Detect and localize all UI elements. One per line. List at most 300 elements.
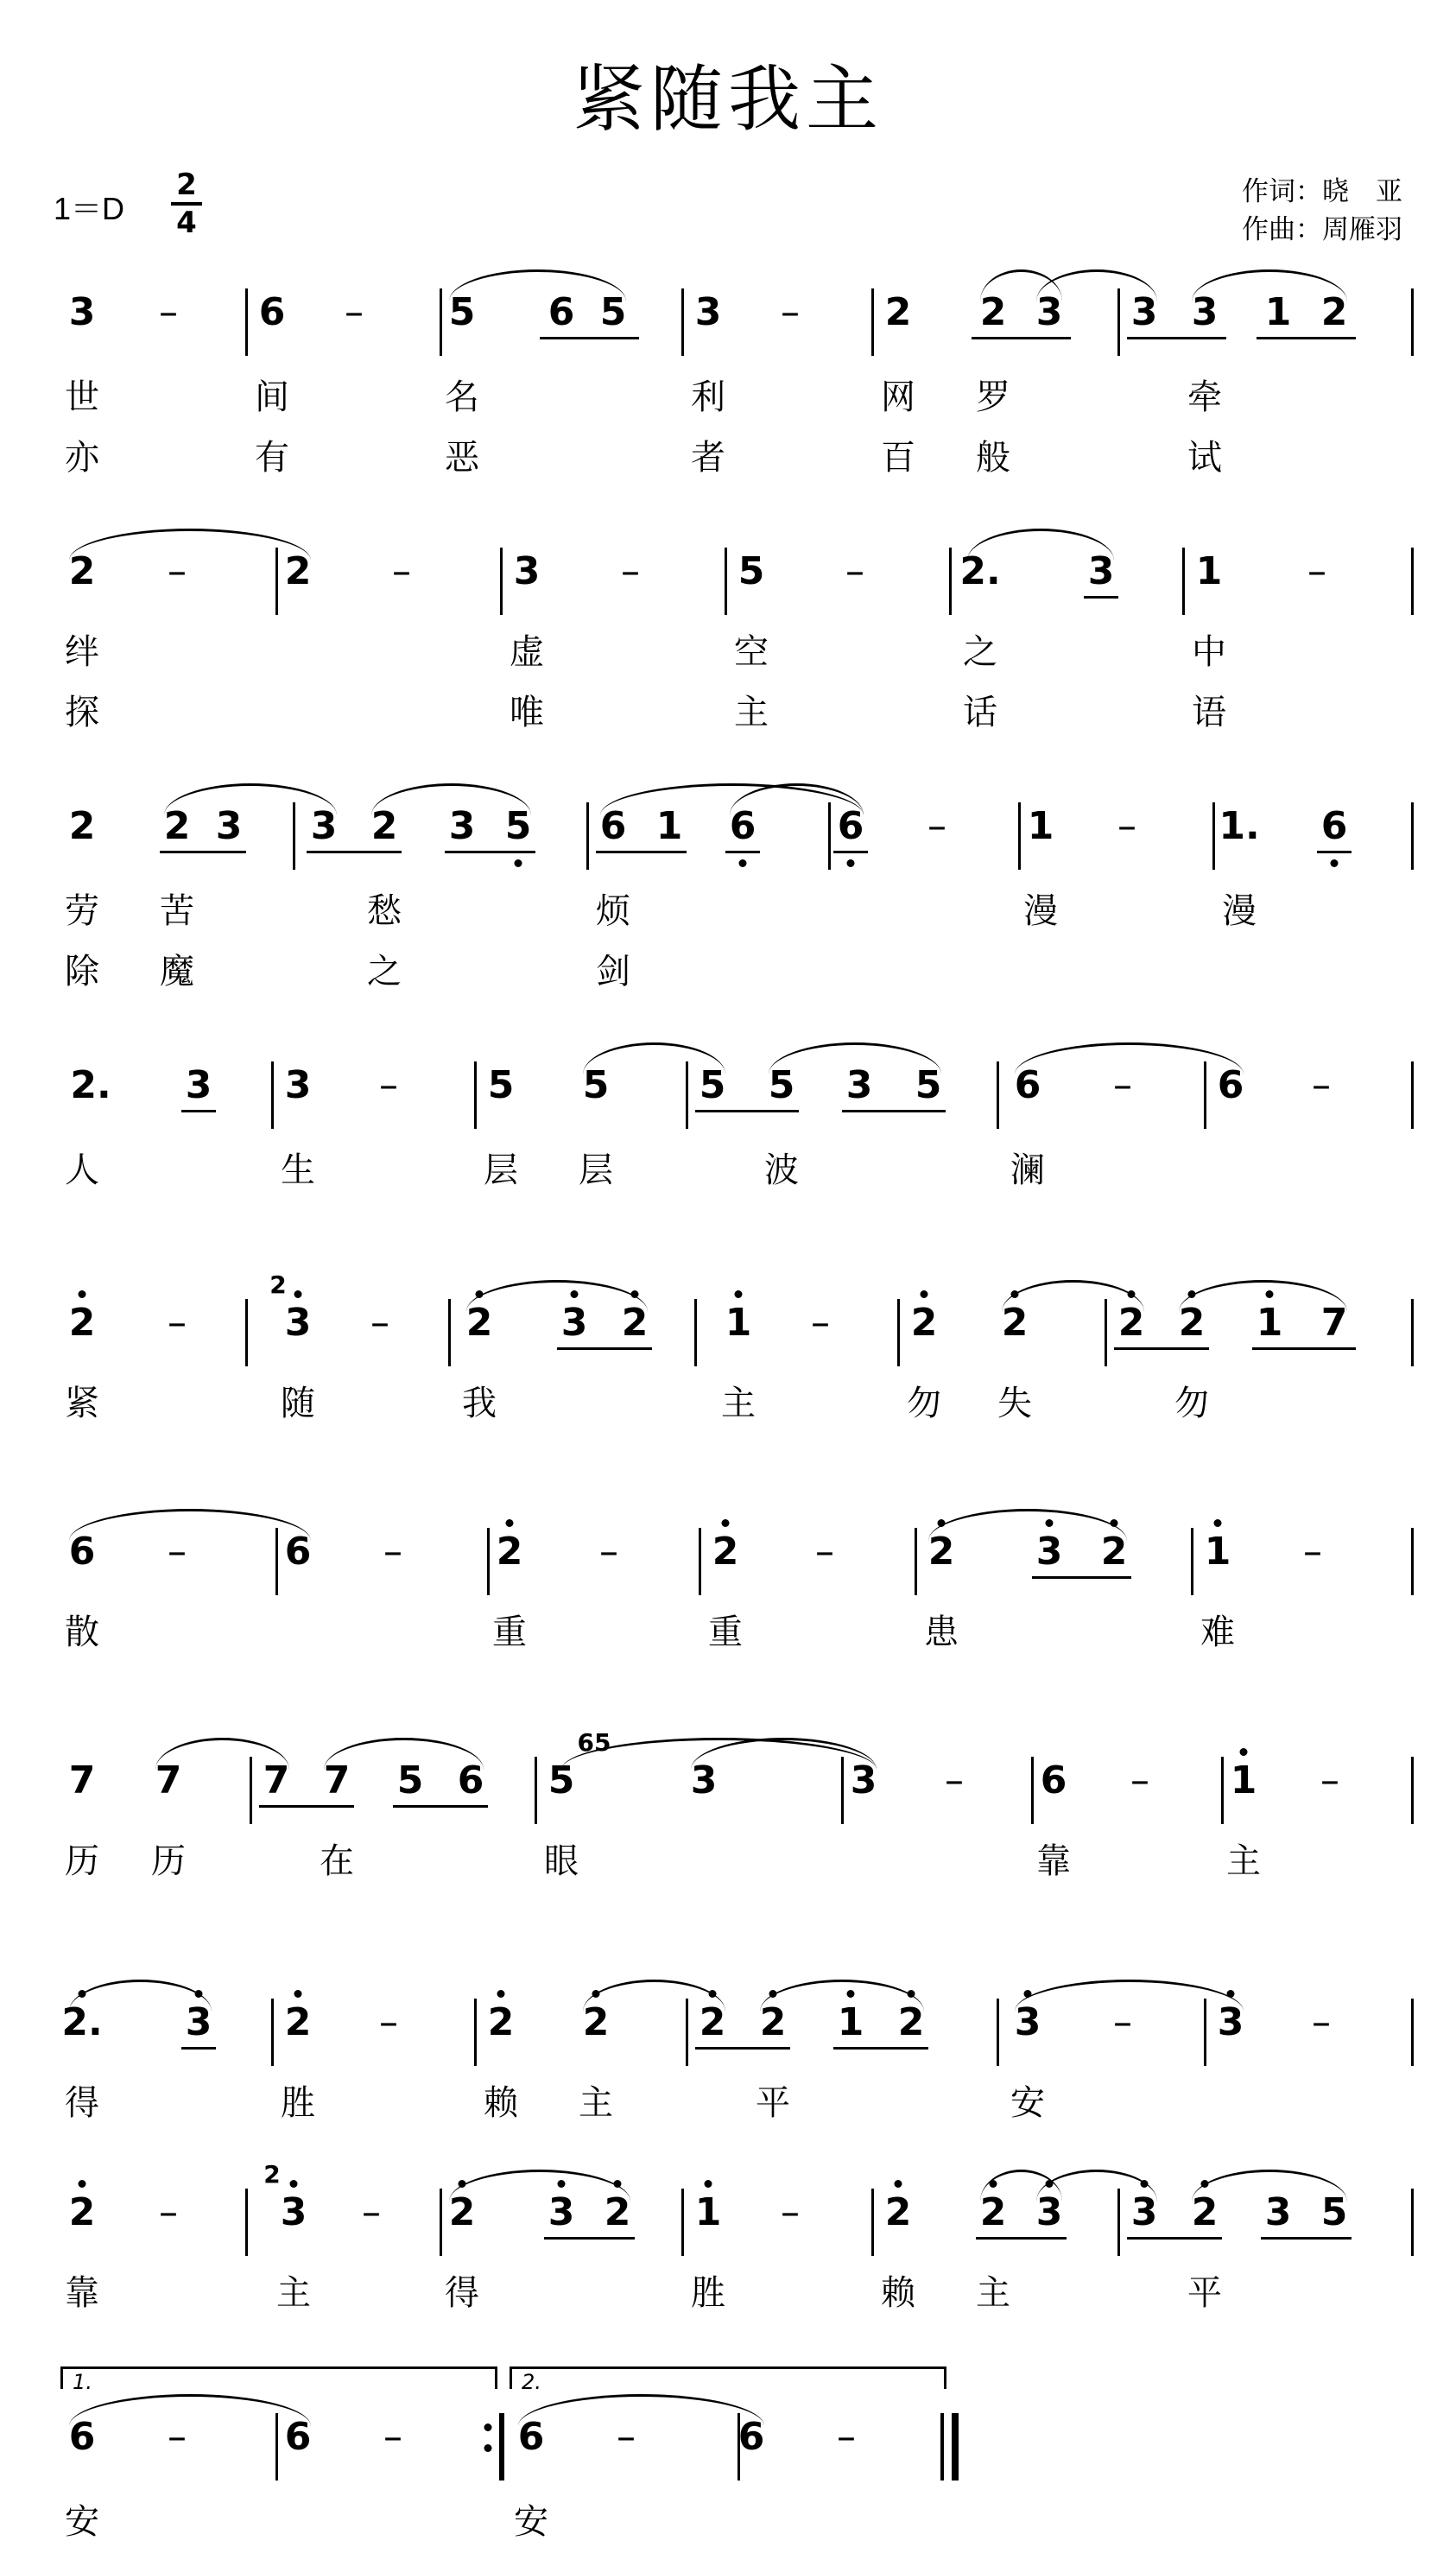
barline <box>915 1528 917 1595</box>
note: 6 <box>1014 1063 1041 1107</box>
upper-dot <box>1201 2180 1209 2188</box>
upper-dot <box>1024 1990 1032 1998</box>
upper-dot <box>1240 1748 1248 1756</box>
note: 3 <box>1191 290 1219 334</box>
slur <box>583 1042 725 1074</box>
lyric-char: 苦 <box>160 891 194 931</box>
meter-denominator: 4 <box>176 206 197 240</box>
lyric-char: 虚 <box>510 632 544 672</box>
note: 5 <box>548 1758 575 1803</box>
upper-dot <box>1214 1519 1222 1527</box>
note: 3 <box>185 2000 212 2044</box>
lyric-char: 平 <box>756 2083 790 2123</box>
note-underline <box>393 1805 488 1808</box>
lyric-char: 历 <box>151 1841 186 1881</box>
note: 6 <box>457 1758 484 1803</box>
note: 2 <box>465 1301 493 1345</box>
lyric-char: 历 <box>65 1841 99 1881</box>
dash-note: – <box>1113 2000 1132 2044</box>
barline <box>1411 288 1414 356</box>
note: 2 <box>979 2190 1007 2234</box>
lyric-char: 紧 <box>65 1384 99 1423</box>
note-underline <box>307 851 402 853</box>
note: 7 <box>263 1758 290 1803</box>
lyric-char: 得 <box>65 2083 99 2123</box>
lyric-char: 除 <box>65 952 99 992</box>
note: 2 <box>487 2000 515 2044</box>
lyric-char: 在 <box>320 1841 354 1881</box>
note: 2. <box>70 1063 111 1107</box>
lyric-char: 靠 <box>65 2273 99 2313</box>
final-bar-thick <box>952 2413 959 2480</box>
upper-dot <box>294 1990 302 1998</box>
note: 2 <box>370 804 398 848</box>
note-underline <box>259 1805 354 1808</box>
dash-note: – <box>1130 1758 1149 1803</box>
volta-number-2: 2. <box>522 2370 541 2394</box>
composer-credit: 作曲：周雁羽 <box>1242 214 1402 245</box>
upper-dot <box>290 2180 298 2188</box>
note: 2 <box>699 2000 726 2044</box>
lyric-char: 靠 <box>1036 1841 1071 1881</box>
slur <box>1036 2170 1157 2202</box>
note: 3 <box>850 1758 877 1803</box>
dash-note: – <box>927 804 946 848</box>
lower-dot <box>515 859 522 867</box>
note: 3 <box>448 804 476 848</box>
note: 2 <box>979 290 1007 334</box>
slur <box>164 783 337 815</box>
upper-dot <box>79 1990 86 1998</box>
barline <box>448 1299 451 1366</box>
note: 3 <box>845 1063 873 1107</box>
upper-dot <box>709 1990 717 1998</box>
note: 3 <box>1035 2190 1063 2234</box>
upper-dot <box>705 2180 712 2188</box>
note-underline <box>1127 2237 1222 2240</box>
note: 3 <box>284 1063 312 1107</box>
volta-bracket-1-right <box>495 2366 497 2389</box>
note: 6 <box>284 2415 312 2459</box>
lyric-char: 世 <box>65 377 99 417</box>
dash-note: – <box>159 290 178 334</box>
note: 1 <box>694 2190 722 2234</box>
note: 5 <box>1320 2190 1348 2234</box>
lyric-char: 层 <box>579 1150 613 1190</box>
lyric-char: 唯 <box>510 693 544 732</box>
lyric-char: 试 <box>1187 438 1222 478</box>
slur <box>155 1738 289 1770</box>
note: 3 <box>694 290 722 334</box>
note: 7 <box>68 1758 96 1803</box>
barline <box>997 1999 999 2066</box>
barline <box>271 1061 274 1129</box>
upper-dot <box>1011 1290 1019 1298</box>
barline <box>1018 802 1021 870</box>
note: 5 <box>737 549 765 593</box>
note-underline <box>596 851 687 853</box>
dash-note: – <box>168 1530 187 1574</box>
note: 2 <box>68 1301 96 1345</box>
dash-note: – <box>345 290 364 334</box>
barline <box>245 1299 248 1366</box>
dash-note: – <box>1320 1758 1339 1803</box>
barline <box>245 288 248 356</box>
barline <box>1182 548 1185 615</box>
slur <box>1015 1042 1244 1074</box>
note: 2 <box>284 2000 312 2044</box>
note: 2 <box>884 2190 912 2234</box>
note: 2 <box>68 549 96 593</box>
lyric-char: 网 <box>881 377 915 417</box>
lyric-char: 眼 <box>544 1841 579 1881</box>
note: 3 <box>215 804 243 848</box>
barline <box>725 548 727 615</box>
note: 2 <box>68 2190 96 2234</box>
note-underline <box>1257 337 1356 339</box>
upper-dot <box>1188 1290 1196 1298</box>
barline <box>440 2189 442 2256</box>
note: 1 <box>1256 1301 1283 1345</box>
dash-note: – <box>845 549 864 593</box>
upper-dot <box>497 1990 505 1998</box>
note: 2 <box>1320 290 1348 334</box>
note: 3 <box>1035 1530 1063 1574</box>
note-underline <box>1114 1347 1209 1350</box>
lyric-char: 澜 <box>1010 1150 1045 1190</box>
barline <box>1031 1757 1034 1824</box>
barline <box>535 1757 537 1824</box>
slur <box>69 1509 311 1541</box>
note-underline <box>1084 596 1118 599</box>
upper-dot <box>908 1990 915 1998</box>
dash-note: – <box>621 549 640 593</box>
volta-bracket-2 <box>510 2366 946 2369</box>
grace-note: 65 <box>577 1728 611 1757</box>
note: 6 <box>517 2415 545 2459</box>
lyric-char: 之 <box>963 632 997 672</box>
note: 7 <box>155 1758 182 1803</box>
note-underline <box>695 1110 799 1112</box>
lyric-char: 绊 <box>65 632 99 672</box>
note-underline <box>181 1110 216 1112</box>
lyric-char: 得 <box>445 2273 479 2313</box>
lyric-char: 魔 <box>160 952 194 992</box>
lyric-char: 勿 <box>1174 1384 1209 1423</box>
note: 2 <box>884 290 912 334</box>
lyric-char: 劳 <box>65 891 99 931</box>
volta-bracket-1-left <box>60 2366 63 2389</box>
lower-dot <box>1331 859 1339 867</box>
dash-note: – <box>599 1530 618 1574</box>
note: 6 <box>258 290 286 334</box>
barline <box>1221 1757 1224 1824</box>
lyric-char: 语 <box>1192 693 1226 732</box>
note: 2 <box>927 1530 955 1574</box>
grace-note: 2 <box>269 1270 287 1299</box>
dash-note: – <box>168 549 187 593</box>
note: 3 <box>560 1301 588 1345</box>
upper-dot <box>506 1519 514 1527</box>
barline <box>997 1061 999 1129</box>
upper-dot <box>558 2180 566 2188</box>
note: 6 <box>548 290 575 334</box>
barline <box>694 1299 697 1366</box>
upper-dot <box>459 2180 466 2188</box>
note: 2 <box>582 2000 610 2044</box>
note: 6 <box>68 2415 96 2459</box>
repeat-dot <box>484 2444 492 2452</box>
upper-dot <box>769 1990 777 1998</box>
slur <box>1192 2170 1347 2202</box>
barline <box>1411 1528 1414 1595</box>
dash-note: – <box>811 1301 830 1345</box>
lyric-char: 主 <box>721 1384 756 1423</box>
final-bar-thin <box>941 2413 944 2480</box>
lower-dot <box>847 859 855 867</box>
slur <box>69 1980 212 2012</box>
dash-note: – <box>837 2415 856 2459</box>
dash-note: – <box>383 2415 402 2459</box>
lyric-char: 勿 <box>907 1384 941 1423</box>
note: 3 <box>310 804 338 848</box>
slur <box>466 1280 648 1312</box>
note-underline <box>842 1110 946 1112</box>
note: 2 <box>68 804 96 848</box>
note: 2 <box>1100 1530 1128 1574</box>
note: 1 <box>1230 1758 1257 1803</box>
lyric-char: 生 <box>281 1150 315 1190</box>
note: 1. <box>1219 804 1260 848</box>
dash-note: – <box>1117 804 1136 848</box>
slur <box>449 2170 630 2202</box>
barline <box>897 1299 900 1366</box>
note: 2. <box>959 549 1001 593</box>
slur <box>1002 1280 1144 1312</box>
note: 2 <box>910 1301 938 1345</box>
dash-note: – <box>362 2190 381 2234</box>
slur <box>324 1738 484 1770</box>
barline <box>949 548 952 615</box>
barline <box>586 802 589 870</box>
slur <box>928 1509 1127 1541</box>
note: 5 <box>915 1063 942 1107</box>
volta-number-1: 1. <box>73 2370 92 2394</box>
note-underline <box>544 2237 635 2240</box>
lyric-char: 百 <box>881 438 915 478</box>
lyric-char: 名 <box>445 377 479 417</box>
barline <box>681 2189 684 2256</box>
note-underline <box>972 337 1071 339</box>
upper-dot <box>921 1290 928 1298</box>
note-underline <box>1261 2237 1352 2240</box>
lyric-char: 难 <box>1200 1612 1235 1652</box>
note: 5 <box>487 1063 515 1107</box>
meter-numerator: 2 <box>176 168 197 202</box>
barline <box>1411 548 1414 615</box>
volta-bracket-2-right <box>944 2366 946 2389</box>
note: 3 <box>513 549 541 593</box>
upper-dot <box>938 1519 946 1527</box>
note: 5 <box>699 1063 726 1107</box>
barline <box>1411 1061 1414 1129</box>
barline <box>1411 802 1414 870</box>
repeat-bar <box>499 2413 504 2480</box>
barline <box>871 288 874 356</box>
lyric-char: 亦 <box>65 438 99 478</box>
barline <box>474 1061 477 1129</box>
note-underline <box>1032 1576 1131 1579</box>
barline <box>245 2189 248 2256</box>
dash-note: – <box>370 1301 389 1345</box>
barline <box>1411 1757 1414 1824</box>
slur <box>1036 269 1157 301</box>
dash-note: – <box>945 1758 964 1803</box>
dash-note: – <box>1312 2000 1331 2044</box>
upper-dot <box>722 1519 730 1527</box>
barline <box>699 1528 701 1595</box>
lyric-char: 般 <box>976 438 1010 478</box>
lyric-char: 失 <box>997 1384 1032 1423</box>
note: 2. <box>61 2000 103 2044</box>
note: 2 <box>1001 1301 1029 1345</box>
lyric-char: 中 <box>1192 632 1226 672</box>
dash-note: – <box>617 2415 636 2459</box>
barline <box>1411 2189 1414 2256</box>
lyric-char: 胜 <box>281 2083 315 2123</box>
lyric-char: 散 <box>65 1612 99 1652</box>
dash-note: – <box>168 1301 187 1345</box>
note: 3 <box>690 1758 718 1803</box>
note-underline <box>833 2047 928 2050</box>
lyric-char: 赖 <box>484 2083 518 2123</box>
lyric-char: 漫 <box>1222 891 1257 931</box>
note: 5 <box>448 290 476 334</box>
barline <box>500 548 503 615</box>
slur <box>583 1980 725 2012</box>
note: 3 <box>68 290 96 334</box>
dash-note: – <box>1312 1063 1331 1107</box>
dash-note: – <box>379 1063 398 1107</box>
slur <box>1015 1980 1244 2012</box>
upper-dot <box>1046 2180 1054 2188</box>
upper-dot <box>990 2180 997 2188</box>
lower-dot <box>739 859 747 867</box>
dash-note: – <box>379 2000 398 2044</box>
note-underline <box>695 2047 790 2050</box>
note: 2 <box>712 1530 739 1574</box>
lyric-char: 间 <box>255 377 289 417</box>
note-underline <box>160 851 246 853</box>
note-underline <box>1252 1347 1356 1350</box>
lyric-char: 安 <box>514 2502 548 2542</box>
barline <box>474 1999 477 2066</box>
dash-note: – <box>781 2190 800 2234</box>
note: 6 <box>599 804 627 848</box>
lyric-char: 话 <box>963 693 997 732</box>
note: 2 <box>496 1530 523 1574</box>
barline <box>681 288 684 356</box>
note: 3 <box>1087 549 1115 593</box>
note: 5 <box>396 1758 424 1803</box>
upper-dot <box>571 1290 579 1298</box>
note: 6 <box>837 804 864 848</box>
lyric-char: 愁 <box>367 891 402 931</box>
upper-dot <box>895 2180 902 2188</box>
upper-dot <box>1266 1290 1274 1298</box>
slur <box>760 1980 924 2012</box>
note: 2 <box>448 2190 476 2234</box>
page-title: 紧随我主 <box>572 57 883 142</box>
upper-dot <box>847 1990 855 1998</box>
upper-dot <box>1046 1519 1054 1527</box>
note: 3 <box>1014 2000 1041 2044</box>
barline <box>1411 1999 1414 2066</box>
upper-dot <box>294 1290 302 1298</box>
note: 5 <box>768 1063 795 1107</box>
upper-dot <box>79 2180 86 2188</box>
lyric-char: 漫 <box>1023 891 1058 931</box>
note-underline <box>833 851 868 853</box>
lyric-char: 牵 <box>1187 377 1222 417</box>
lyric-char: 重 <box>708 1612 743 1652</box>
lyric-char: 我 <box>462 1384 497 1423</box>
note: 2 <box>897 2000 925 2044</box>
note-underline <box>557 1347 652 1350</box>
dash-note: – <box>159 2190 178 2234</box>
barline <box>440 288 442 356</box>
note: 3 <box>185 1063 212 1107</box>
slur <box>1192 269 1347 301</box>
lyric-char: 人 <box>65 1150 99 1190</box>
note: 3 <box>1217 2000 1244 2044</box>
barline <box>271 1999 274 2066</box>
lyric-char: 波 <box>764 1150 799 1190</box>
lyric-char: 安 <box>1010 2083 1045 2123</box>
lyric-char: 之 <box>367 952 402 992</box>
lyric-char: 胜 <box>691 2273 725 2313</box>
note: 1 <box>1195 549 1223 593</box>
lyric-char: 主 <box>1226 1841 1261 1881</box>
barline <box>1411 1299 1414 1366</box>
slur <box>69 2394 311 2426</box>
note-underline <box>976 2237 1067 2240</box>
upper-dot <box>1141 2180 1149 2188</box>
note: 3 <box>548 2190 575 2234</box>
upper-dot <box>592 1990 600 1998</box>
lyric-char: 随 <box>281 1384 315 1423</box>
lyric-char: 恶 <box>445 438 479 478</box>
note-underline <box>181 2047 216 2050</box>
upper-dot <box>1227 1990 1235 1998</box>
upper-dot <box>1128 1290 1136 1298</box>
note: 2 <box>604 2190 631 2234</box>
slur <box>967 529 1114 561</box>
upper-dot <box>1111 1519 1118 1527</box>
note: 5 <box>599 290 627 334</box>
note: 5 <box>504 804 532 848</box>
lyric-char: 主 <box>976 2273 1010 2313</box>
dash-note: – <box>781 290 800 334</box>
lyric-char: 重 <box>492 1612 527 1652</box>
volta-bracket-2-left <box>510 2366 512 2389</box>
barline <box>1212 802 1215 870</box>
slur <box>769 1042 941 1074</box>
lyric-char: 剑 <box>596 952 630 992</box>
note-underline <box>725 851 760 853</box>
slur <box>449 269 626 301</box>
note: 6 <box>1217 1063 1244 1107</box>
